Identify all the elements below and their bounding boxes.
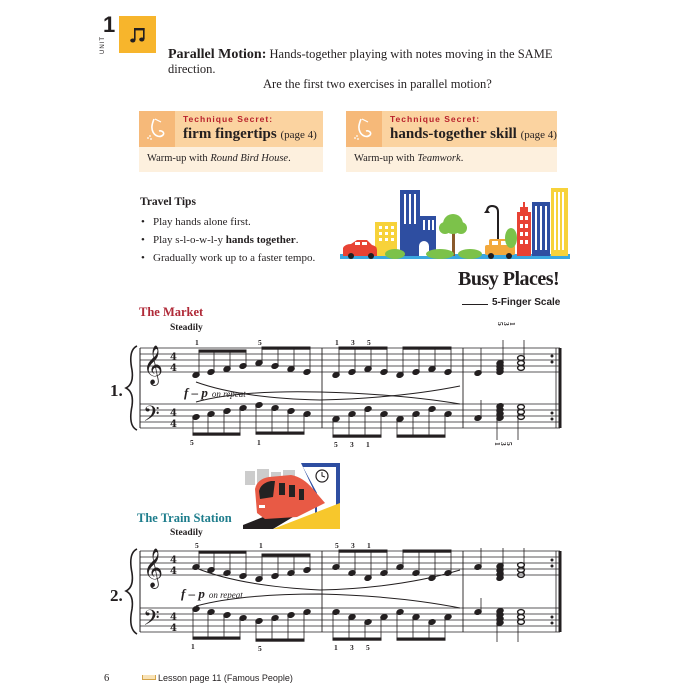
technique-title	[183, 126, 317, 144]
fingering: 1	[334, 643, 338, 652]
travel-tips-list	[140, 213, 315, 267]
technique-page-ref: (page 4)	[520, 129, 557, 141]
svg-text:4: 4	[170, 408, 177, 419]
fingering: 3	[351, 541, 355, 550]
intro-term: Parallel Motion:	[168, 47, 267, 62]
eighth-notes-icon	[128, 25, 148, 45]
fingering: 5	[195, 541, 199, 550]
technique-title	[390, 126, 557, 144]
travel-tips	[140, 196, 315, 267]
fingering: 5	[258, 644, 262, 653]
page-number: 6	[104, 673, 110, 684]
exercise-1-tempo: Steadily	[170, 323, 203, 333]
travel-tip-item: • Gradually work up to a faster tempo.	[140, 249, 315, 267]
intro-question: Are the first two exercises in parallel motion?	[263, 77, 492, 91]
travel-tip-item: • Play hands alone first.	[140, 213, 315, 231]
bass-clef-icon: 𝄢	[143, 606, 160, 636]
dynamic-marking: f – p	[184, 385, 208, 400]
treble-clef-icon: 𝄞	[143, 548, 164, 588]
technique-body	[147, 153, 291, 164]
dynamic-note: on repeat	[208, 590, 243, 600]
fingering: 1	[366, 440, 370, 449]
travel-tips-title: Travel Tips	[140, 196, 196, 208]
svg-text:4: 4	[170, 612, 177, 623]
exercise-1-dynamics	[184, 384, 246, 402]
fingering: 1	[335, 338, 339, 347]
bass-clef-icon: 𝄢	[143, 402, 160, 432]
unit-number: 1	[103, 12, 116, 37]
city-skyline-illustration	[335, 180, 575, 260]
exercise-2-dynamics	[181, 585, 243, 603]
technique-title-text: firm fingertips	[183, 126, 277, 142]
piece-title: Busy Places!	[458, 268, 560, 290]
technique-kicker: Technique Secret:	[183, 114, 274, 124]
train-illustration	[243, 463, 340, 529]
exercise-2-number: 2.	[110, 586, 123, 605]
hand-icon	[139, 111, 175, 147]
fingering: 1	[195, 338, 199, 347]
intro-definition	[168, 47, 588, 92]
technique-title-text: hands-together skill	[390, 126, 517, 142]
technique-body-suffix: .	[460, 153, 464, 164]
svg-text:4: 4	[170, 352, 177, 363]
tip-bold-text: hands together	[225, 234, 296, 246]
unit-label: UNIT	[100, 36, 106, 54]
fingering: 5 3 1	[496, 322, 517, 324]
treble-clef-icon: 𝄞	[143, 345, 164, 385]
technique-body	[354, 153, 463, 164]
scale-label-text: 5-Finger Scale	[492, 297, 561, 308]
fingering: 5	[366, 643, 370, 652]
svg-text:4: 4	[170, 623, 177, 634]
svg-text:4: 4	[170, 555, 177, 566]
fingering: 5	[258, 338, 262, 347]
technique-page-ref: (page 4)	[280, 129, 317, 141]
unit-icon-badge	[119, 16, 156, 53]
hand-icon	[346, 111, 382, 147]
fingering: 1	[257, 438, 261, 447]
exercise-1-number: 1.	[110, 381, 123, 400]
dynamic-note: on repeat	[211, 389, 246, 399]
fingering: 5	[367, 338, 371, 347]
scale-blank-line[interactable]	[462, 304, 488, 305]
technique-body-title: Teamwork	[417, 153, 461, 164]
fingering: 1 3 5	[493, 442, 514, 444]
tip-text: .	[295, 234, 299, 246]
lesson-reference	[142, 673, 293, 683]
technique-card-firm-fingertips	[139, 111, 323, 172]
fingering: 3	[351, 338, 355, 347]
scale-label	[462, 297, 560, 308]
exercise-2-tempo: Steadily	[170, 528, 203, 538]
fingering: 1	[191, 642, 195, 651]
fingering: 5	[190, 438, 194, 447]
exercise-2-title: The Train Station	[137, 511, 232, 525]
svg-text:4: 4	[170, 566, 177, 577]
tip-text: Play s-l-o-w-l-y	[153, 234, 226, 246]
exercise-1-title: The Market	[139, 305, 204, 319]
fingering: 1	[367, 541, 371, 550]
svg-text:4: 4	[170, 419, 177, 430]
fingering: 5	[334, 440, 338, 449]
technique-card-hands-together	[346, 111, 557, 172]
travel-tip-item	[140, 231, 315, 249]
fingering: 5	[335, 541, 339, 550]
fingering: 1	[259, 541, 263, 550]
intro-text: Hands-together playing with notes moving in the SAME direction.	[168, 47, 553, 76]
technique-body-prefix: Warm-up with	[147, 153, 211, 164]
svg-text:4: 4	[170, 363, 177, 374]
technique-kicker: Technique Secret:	[390, 114, 481, 124]
book-icon	[142, 675, 156, 680]
dynamic-marking: f – p	[181, 586, 205, 601]
technique-body-suffix: .	[288, 153, 291, 164]
fingering: 3	[350, 643, 354, 652]
technique-body-title: Round Bird House	[210, 153, 289, 164]
lesson-reference-text: Lesson page 11 (Famous People)	[158, 673, 293, 683]
fingering: 3	[350, 440, 354, 449]
technique-body-prefix: Warm-up with	[354, 153, 418, 164]
